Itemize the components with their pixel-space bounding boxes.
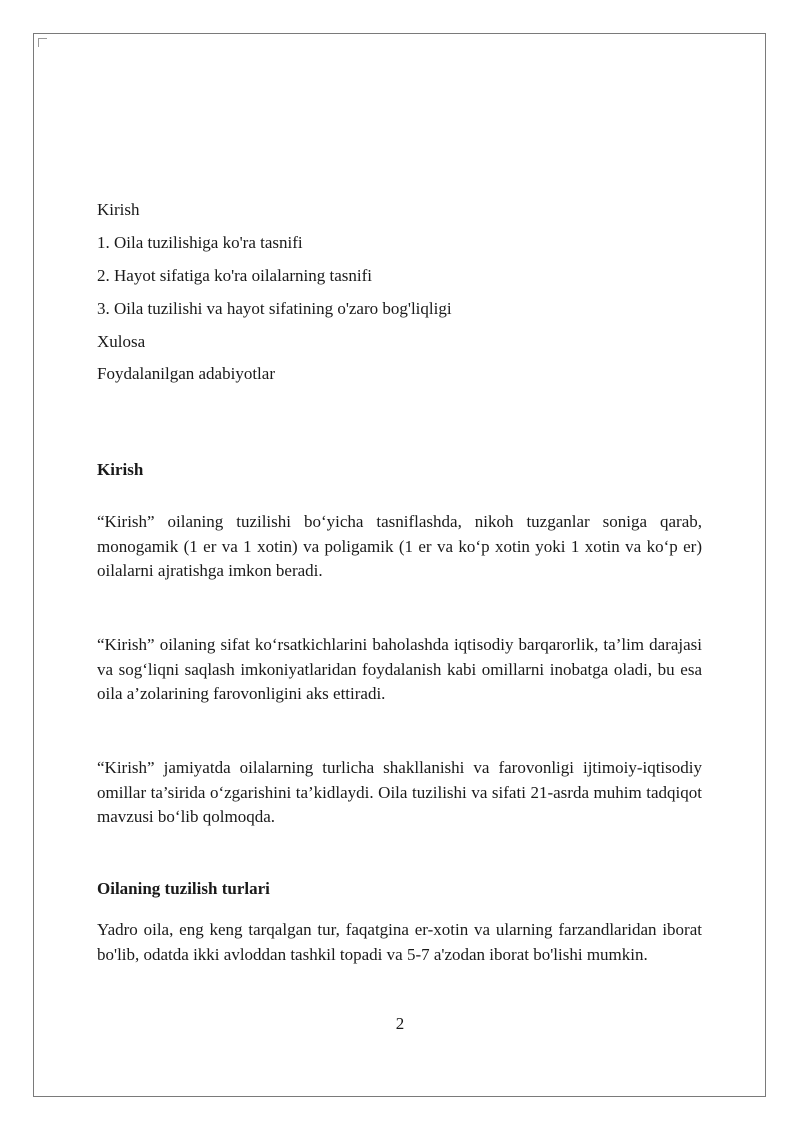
section-heading-types: Oilaning tuzilish turlari <box>97 879 270 898</box>
toc-item: Foydalanilgan adabiyotlar <box>97 364 275 384</box>
table-of-contents <box>97 198 702 387</box>
toc-item: 2. Hayot sifatiga ko'ra oilalarning tasnifi <box>97 265 372 285</box>
body-paragraph: “Kirish” oilaning sifat ko‘rsatkichlarini baholashda iqtisodiy barqarorlik, ta’lim darajasi va sog‘liqni saqlash imkoniyatlaridan foydalanish kabi omillarni inobatga oladi, bu esa oila a’zolarining farovonligini aks ettiradi. <box>97 635 702 703</box>
section-heading-intro: Kirish <box>97 460 144 479</box>
page-number: 2 <box>395 1014 405 1033</box>
body-paragraph: Yadro oila, eng keng tarqalgan tur, faqatgina er-xotin va ularning farzandlaridan iborat bo'lib, odatda ikki avloddan tashkil topadi va 5-7 a'zodan iborat bo'lishi mumkin. <box>97 920 702 964</box>
corner-crop-mark <box>38 38 47 47</box>
toc-item: 1. Oila tuzilishiga ko'ra tasnifi <box>97 232 303 252</box>
toc-item: Kirish <box>97 200 140 219</box>
toc-item: Xulosa <box>97 331 146 351</box>
page-content <box>97 198 702 964</box>
body-paragraph: “Kirish” oilaning tuzilishi bo‘yicha tasniflashda, nikoh tuzganlar soniga qarab, monogamik (1 er va 1 xotin) va poligamik (1 er va ko‘p xotin yoki 1 xotin va ko‘p er) oilalarni ajratishga imkon beradi. <box>97 512 702 580</box>
toc-item: 3. Oila tuzilishi va hayot sifatining o'zaro bog'liqligi <box>97 298 452 318</box>
body-paragraph: “Kirish” jamiyatda oilalarning turlicha shakllanishi va farovonligi ijtimoiy-iqtisodiy omillar ta’sirida o‘zgarishini ta’kidlaydi. Oila tuzilishi va sifati 21-asrda muhim tadqiqot mavzusi bo‘lib qolmoqda. <box>97 758 702 826</box>
